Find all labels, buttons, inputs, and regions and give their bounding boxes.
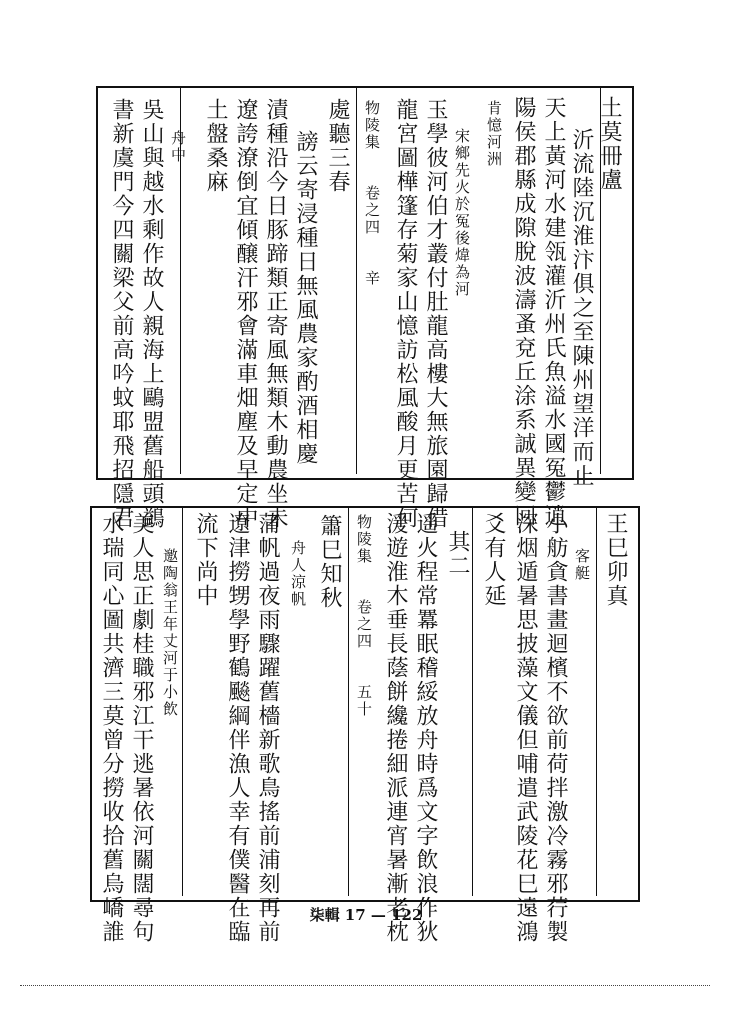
bottom-column-16: 美人思正劇桂職邪江干逃暑依河關闊尋句 xyxy=(129,512,154,944)
bottom-column-5: 爻有人延 xyxy=(481,512,506,608)
top-column-14: 土盤桑麻 xyxy=(203,98,228,194)
bottom-column-12: 蒲帆過夜雨驟躍舊檣新歌鳥搖前浦刻再前 xyxy=(255,512,280,944)
bottom-column-10: 簫巳知秋 xyxy=(317,514,342,610)
top-column-6: 宋鄉先火於冤後煒為河 xyxy=(453,128,471,298)
bottom-column-17: 水瑞同心圖共濟三莫曾分撈收拾舊烏嶠誰 xyxy=(99,512,124,944)
bottom-column-15: 邀陶翁王年丈河于小飲 xyxy=(161,548,179,718)
bottom-column-2: 客艇 xyxy=(573,548,591,582)
bottom-column-9-folio: 物陵集 卷之四 五十 xyxy=(355,514,373,718)
column-rule xyxy=(596,508,597,896)
top-column-5: 肯憶河洲 xyxy=(485,100,503,168)
bottom-column-8: 湲遊淮木垂長蔭餅纔捲細派連宵暑漸老枕 xyxy=(383,512,408,944)
top-column-3: 天上黃河水建瓴灌沂州氏魚溢水國冤鬱逍 xyxy=(541,96,566,528)
top-column-2: 沂流陸沉淮汴俱之至陳州望洋而止 xyxy=(569,128,594,488)
bottom-column-11: 舟人涼帆 xyxy=(289,540,307,608)
bottom-column-3: 小舫貪書畫迴檳不欲前荷拌激冷霧邪荇製 xyxy=(543,512,568,944)
column-rule xyxy=(472,508,473,896)
scan-edge-line xyxy=(20,985,710,986)
top-column-8: 龍宮圖樺篷存菊家山憶訪松風酸月更苦何 xyxy=(393,98,418,530)
bottom-column-13: 遼津撈甥學野鶴飈綱伴漁人幸有僕醫在臨 xyxy=(225,512,250,944)
top-column-16: 吳山與越水剩作故人親海上鷗盟舊船頭鷁 xyxy=(139,98,164,530)
column-rule xyxy=(182,508,183,896)
bottom-column-4: 深烟遁暑思披藻文儀但哺遣武陵花巳遠鴻 xyxy=(513,512,538,944)
bottom-column-7: 遥火程常羃眠稽綏放舟時爲文字飲浪作狄 xyxy=(413,512,438,944)
top-column-7: 玉學彼河伯才叢付肚龍高樓大無旅園歸借 xyxy=(423,98,448,530)
top-column-12: 漬種沿今日豚蹄類正寄風無類木動農坐未 xyxy=(263,98,288,530)
bottom-column-6: 其二 xyxy=(445,530,470,578)
top-column-1: 土莫冊盧 xyxy=(597,96,622,192)
top-column-13: 遼誇潦倒宜傾醸汗邪會滿車畑塵及早定中 xyxy=(233,98,258,530)
column-rule xyxy=(348,508,349,896)
column-rule xyxy=(356,88,357,474)
top-column-9-folio: 物陵集 卷之四 辛 xyxy=(363,100,381,287)
top-column-15: 舟中 xyxy=(169,130,187,164)
bottom-column-14: 流下尚中 xyxy=(193,512,218,608)
top-column-17: 書新虞門今四關梁父前高吟蚊耶飛招隱君 xyxy=(109,98,134,530)
bottom-column-1: 王巳卯真 xyxy=(603,512,628,608)
top-column-11: 謗云寄浸種日無風農家酌酒相慶 xyxy=(293,130,318,466)
page-number-footer: 柒輯 17 — 122 xyxy=(309,906,423,924)
top-column-4: 陽侯郡縣成隙脫波濤蚤兗丘涂系誠異變回 xyxy=(511,96,536,528)
top-column-10: 處聽三春 xyxy=(325,98,350,194)
